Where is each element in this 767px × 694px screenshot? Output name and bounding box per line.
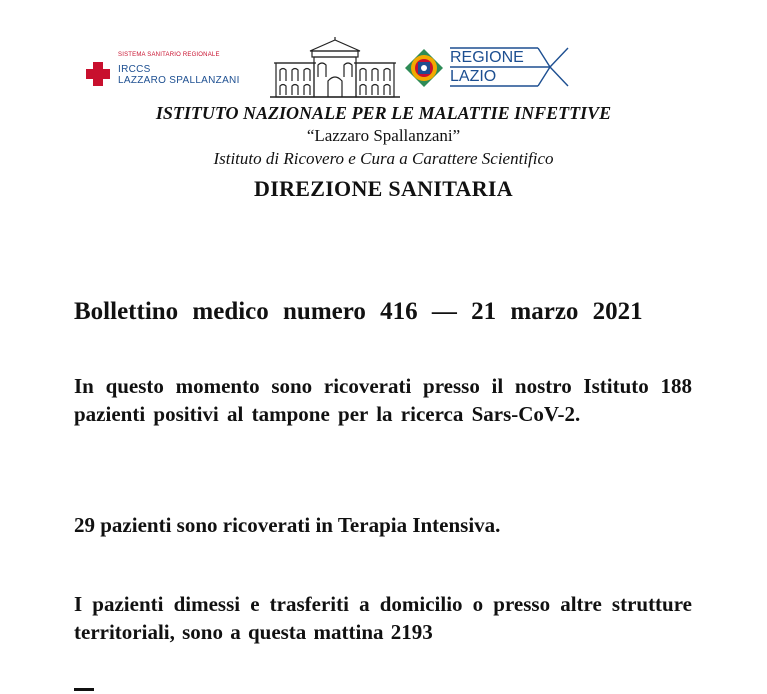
bulletin-paragraph-3: I pazienti dimessi e trasferiti a domicilio o presso altre strutture territoriali, sono a questa mattina 2193 [74,592,692,644]
bulletin-paragraph-1: In questo momento sono ricoverati presso il nostro Istituto 188 pazienti positivi al tampone per la ricerca Sars-CoV-2. [74,374,692,426]
bulletin-paragraph-2: 29 pazienti sono ricoverati in Terapia Intensiva. [74,513,501,537]
regione-lazio-logo [404,46,574,90]
red-cross-icon [84,60,112,88]
regione-line2: LAZIO [450,68,497,85]
institute-title: ISTITUTO NAZIONALE PER LE MALATTIE INFETTIVE [155,103,612,123]
institute-subtitle: Istituto di Ricovero e Cura a Carattere Scientifico [213,149,554,168]
irccs-small-text: SISTEMA SANITARIO REGIONALE [118,52,220,58]
building-icon [270,37,400,99]
institute-name: “Lazzaro Spallanzani” [306,126,461,145]
bulletin-title: Bollettino medico numero 416 — 21 marzo 2021 [74,298,643,325]
irccs-logo [84,52,264,86]
cut-off-text-fragment [74,688,94,691]
direction-title: DIREZIONE SANITARIA [254,176,513,201]
irccs-line2: LAZZARO SPALLANZANI [118,75,240,86]
regione-line1: REGIONE [450,49,524,66]
irccs-line1: IRCCS [118,64,151,75]
regione-emblem-icon [404,48,444,88]
